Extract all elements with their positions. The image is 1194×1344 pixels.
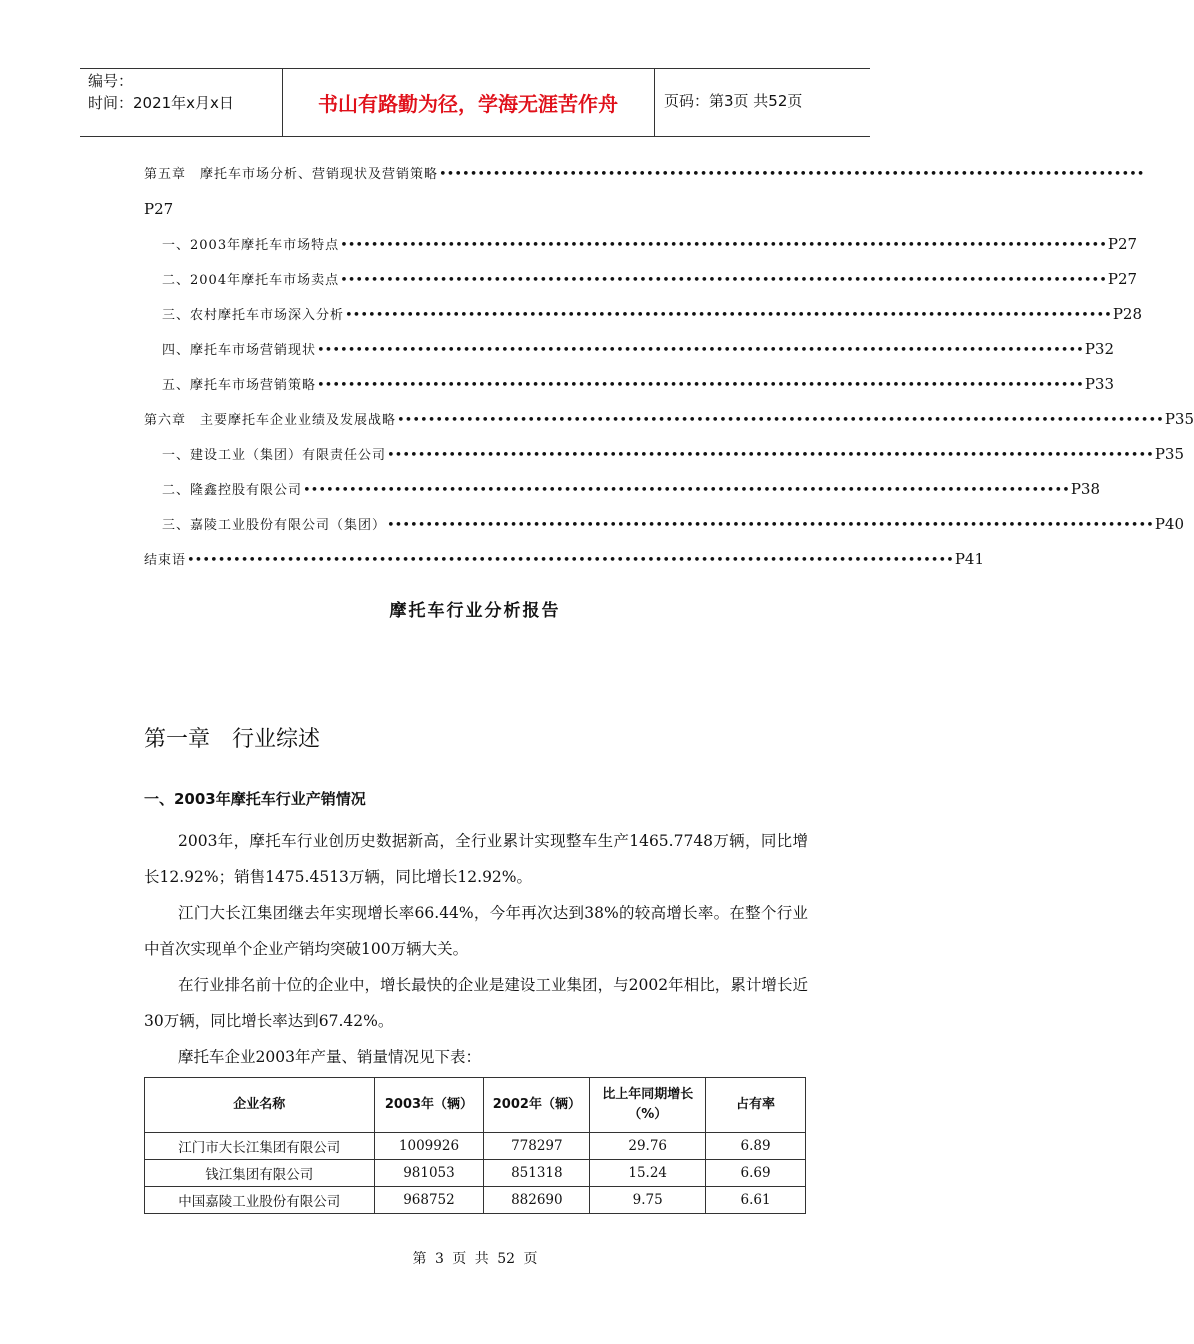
body-paragraph: 在行业排名前十位的企业中，增长最快的企业是建设工业集团，与2002年相比，累计增长近30万辆，同比增长率达到67.42%。 [144,976,808,1030]
toc-entry-page: P32 [1084,340,1114,358]
table-cell: 6.69 [706,1160,806,1187]
chapter-number: 第一章 [144,727,211,752]
table-row [145,1160,806,1187]
toc-entry[interactable] [162,233,1138,253]
table-row [145,1187,806,1214]
table-cell: 6.61 [706,1187,806,1214]
toc-entry-page-wrap [144,198,173,218]
toc-leader-dots: •••••••••••••••••••••••••••••••••••••••••••••••••••••••••••••••••••••••••••••••••••••••••••• [439,167,1145,182]
toc-entry-page: P33 [1084,375,1114,393]
table-cell: 中国嘉陵工业股份有限公司 [145,1187,375,1214]
toc-entry-page: P41 [954,550,984,568]
toc-entry-page: P28 [1112,305,1142,323]
table-header-cell: 比上年同期增长（%） [590,1078,706,1133]
table-cell: 1009926 [374,1133,484,1160]
doc-time-label: 时间：2021年x月x日 [88,94,234,112]
table-cell: 29.76 [590,1133,706,1160]
toc-entry[interactable] [162,443,1184,463]
toc-leader-dots: •••••••••••••••••••••••••••••••••••••••••••••••••••••••••••••••••••••••••••••••••••••••••••••••••••• [303,483,1070,498]
body-paragraph: 2003年，摩托车行业创历史数据新高，全行业累计实现整车生产1465.7748万辆，同比增长12.92%；销售1475.4513万辆，同比增长12.92%。 [144,832,808,886]
table-cell: 15.24 [590,1160,706,1187]
toc-entry-page: P35 [1164,410,1194,428]
table-cell: 6.89 [706,1133,806,1160]
toc-entry-text: 四、摩托车市场营销现状 [162,343,317,358]
toc-entry-text: 二、隆鑫控股有限公司 [162,483,303,498]
section-heading: 一、2003年摩托车行业产销情况 [144,790,366,808]
toc-entry[interactable] [144,408,1194,428]
body-paragraph: 江门大长江集团继去年实现增长率66.44%，今年再次达到38%的较高增长率。在整个行业中首次实现单个企业产销均突破100万辆大关。 [144,904,808,958]
toc-entry[interactable] [162,338,1114,358]
toc-entry-page: P27 [144,200,174,218]
toc-leader-dots: •••••••••••••••••••••••••••••••••••••••••••••••••••••••••••••••••••••••••••••••••••••••••••••••••••• [387,448,1154,463]
toc-entry[interactable] [162,303,1142,323]
report-title: 摩托车行业分析报告 [389,601,561,621]
table-header-cell: 占有率 [706,1078,806,1133]
page-footer: 第 3 页 共 52 页 [412,1251,538,1267]
toc-leader-dots: •••••••••••••••••••••••••••••••••••••••••••••••••••••••••••••••••••••••••••••••••••••••••••••••••••• [397,413,1164,428]
toc-entry-text: 二、2004年摩托车市场卖点 [162,273,340,288]
table-cell: 851318 [484,1160,590,1187]
production-sales-table [144,1077,806,1214]
toc-entry-page: P27 [1107,235,1138,253]
toc-entry-page: P40 [1154,515,1184,533]
header-meta [88,70,234,114]
header-bottom-rule [80,136,870,137]
toc-entry[interactable] [144,548,984,568]
toc-leader-dots: •••••••••••••••••••••••••••••••••••••••••••••••••••••••••••••••••••••••••••••••••••••••••••••••••••• [340,273,1107,288]
toc-leader-dots: •••••••••••••••••••••••••••••••••••••••••••••••••••••••••••••••••••••••••••••••••••••••••••••••••••• [345,308,1112,323]
table-cell: 981053 [374,1160,484,1187]
doc-code-label: 编号： [88,72,134,90]
toc-leader-dots: •••••••••••••••••••••••••••••••••••••••••••••••••••••••••••••••••••••••••••••••••••••••••••••••••••• [187,553,954,568]
toc-entry-page: P38 [1070,480,1100,498]
toc-leader-dots: •••••••••••••••••••••••••••••••••••••••••••••••••••••••••••••••••••••••••••••••••••••••••••••••••••• [317,378,1084,393]
toc-entry-text: 第五章 摩托车市场分析、营销现状及营销策略 [144,167,439,182]
body-paragraph: 摩托车企业2003年产量、销量情况见下表： [178,1048,481,1066]
toc-entry-page: P27 [1107,270,1138,288]
toc-entry[interactable] [162,268,1138,288]
header-page-info: 页码：第3页 共52页 [664,92,803,110]
toc-leader-dots: •••••••••••••••••••••••••••••••••••••••••••••••••••••••••••••••••••••••••••••••••••••••••••••••••••• [340,238,1107,253]
toc-entry-text: 三、农村摩托车市场深入分析 [162,308,345,323]
header-divider [654,68,655,136]
chapter-heading [144,722,320,753]
table-header-row [145,1078,806,1133]
table-cell: 968752 [374,1187,484,1214]
toc-entry-text: 五、摩托车市场营销策略 [162,378,317,393]
table-header-cell: 2002年（辆） [484,1078,590,1133]
toc-leader-dots: •••••••••••••••••••••••••••••••••••••••••••••••••••••••••••••••••••••••••••••••••••••••••••••••••••• [317,343,1084,358]
table-cell: 9.75 [590,1187,706,1214]
table-cell: 882690 [484,1187,590,1214]
toc-entry[interactable] [144,162,1145,182]
toc-entry-text: 第六章 主要摩托车企业业绩及发展战略 [144,413,397,428]
toc-entry-text: 一、2003年摩托车市场特点 [162,238,340,253]
table-row [145,1133,806,1160]
toc-entry-text: 一、建设工业（集团）有限责任公司 [162,448,387,463]
chapter-title: 行业综述 [232,727,321,752]
toc-entry[interactable] [162,373,1114,393]
toc-entry-page: P35 [1154,445,1184,463]
table-cell: 778297 [484,1133,590,1160]
toc-entry[interactable] [162,478,1100,498]
toc-entry[interactable] [162,513,1184,533]
toc-entry-text: 结束语 [144,553,187,568]
header-motto: 书山有路勤为径，学海无涯苦作舟 [318,91,618,116]
table-cell: 钱江集团有限公司 [145,1160,375,1187]
table-header-cell: 2003年（辆） [374,1078,484,1133]
toc-leader-dots: •••••••••••••••••••••••••••••••••••••••••••••••••••••••••••••••••••••••••••••••••••••••••••••••••••• [387,518,1154,533]
table-cell: 江门市大长江集团有限公司 [145,1133,375,1160]
table-header-cell: 企业名称 [145,1078,375,1133]
toc-entry-text: 三、嘉陵工业股份有限公司（集团） [162,518,387,533]
